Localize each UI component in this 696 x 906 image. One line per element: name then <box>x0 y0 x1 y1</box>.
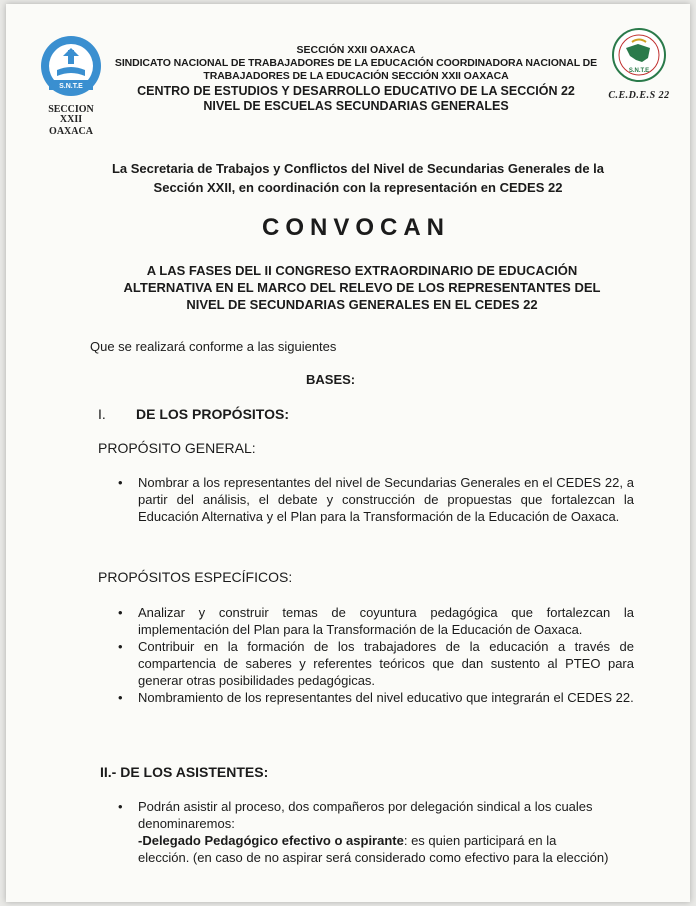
header-line-3: CENTRO DE ESTUDIOS Y DESARROLLO EDUCATIVO DE LA SECCIÓN 22 <box>137 84 575 98</box>
section-2-heading: II.- DE LOS ASISTENTES: <box>100 764 269 780</box>
specific-purposes-label: PROPÓSITOS ESPECÍFICOS: <box>98 569 293 585</box>
bullet-icon: • <box>118 605 123 620</box>
specific-purposes-list <box>118 604 634 706</box>
subtitle-line-1: A LAS FASES DEL II CONGRESO EXTRAORDINARIO DE EDUCACIÓN <box>146 263 578 278</box>
section-1-number: I. <box>98 406 106 422</box>
general-purpose-label: PROPÓSITO GENERAL: <box>98 440 256 456</box>
general-purpose-list <box>118 474 634 525</box>
logo-left-text: S.N.T.E <box>59 83 83 90</box>
list-item <box>118 798 610 866</box>
header-line-1: SECCIÓN XXII OAXACA <box>296 44 416 56</box>
document-page <box>6 4 690 902</box>
intro-paragraph <box>88 159 628 197</box>
intro-line-1: La Secretaria de Trabajos y Conflictos del Nivel de Secundarias Generales de la <box>111 161 605 176</box>
specific-item-3: Nombramiento de los representantes del nivel educativo que integrarán el CEDES 22. <box>138 690 634 705</box>
header-line-4: NIVEL DE ESCUELAS SECUNDARIAS GENERALES <box>203 99 509 113</box>
section-1-heading <box>98 406 289 422</box>
header-line-2: SINDICATO NACIONAL DE TRABAJADORES DE LA EDUCACIÓN COORDINADORA NACIONAL DE <box>114 57 598 69</box>
document-subtitle <box>102 262 622 313</box>
subtitle-line-2: ALTERNATIVA EN EL MARCO DEL RELEVO DE LOS REPRESENTANTES DEL <box>123 280 601 295</box>
letterhead <box>106 44 606 114</box>
attendees-text: Podrán asistir al proceso, dos compañeros por delegación sindical a los cuales denominaremos: <box>138 799 593 831</box>
subtitle-line-3: NIVEL DE SECUNDARIAS GENERALES EN EL CEDES 22 <box>186 297 538 312</box>
cedes-emblem-icon <box>608 28 670 84</box>
snte-logo <box>36 34 106 137</box>
attendees-role: -Delegado Pedagógico efectivo o aspirante <box>138 833 404 848</box>
bullet-icon: • <box>118 639 123 654</box>
general-item-1: Nombrar a los representantes del nivel de Secundarias Generales en el CEDES 22, a partir del análisis, el debate y construcción de propuestas que fortalezcan la Educación Alternativa y el Plan para la Transformación de la Educación de Oaxaca. <box>138 475 634 524</box>
list-item <box>118 474 634 525</box>
lead-text: Que se realizará conforme a las siguientes <box>90 339 337 354</box>
intro-line-2: Sección XXII, en coordinación con la representación en CEDES 22 <box>153 180 563 195</box>
list-item <box>118 604 634 638</box>
bullet-icon: • <box>118 799 123 814</box>
attendees-list <box>118 798 610 866</box>
header-line-2b: TRABAJADORES DE LA EDUCACIÓN SECCIÓN XXII OAXACA <box>203 70 509 82</box>
logo-right-text: S.N.T.E <box>628 68 650 74</box>
document-title: CONVOCAN <box>261 214 450 241</box>
specific-item-1: Analizar y construir temas de coyuntura pedagógica que fortalezcan la implementación del Plan para la Transformación de la Educación de Oaxaca. <box>138 605 634 637</box>
attendees-role-description: : es quien participará en la elección. (en caso de no aspirar será considerado como efectivo para la elección) <box>138 833 609 865</box>
bases-label: BASES: <box>306 372 356 387</box>
bullet-icon: • <box>118 475 123 490</box>
list-item <box>118 689 634 706</box>
bullet-icon: • <box>118 690 123 705</box>
logo-right-caption: C.E.D.E.S 22 <box>608 90 670 101</box>
snte-emblem-icon <box>39 34 103 98</box>
section-1-title: DE LOS PROPÓSITOS: <box>136 406 289 422</box>
logo-left-caption-1: SECCION XXII <box>48 104 94 125</box>
specific-item-2: Contribuir en la formación de los trabajadores de la educación a través de compartencia de saberes y referentes teóricos que dan sustento al PTEO para generar otras posibilidades pedagógicas. <box>138 639 634 688</box>
cedes-logo <box>604 28 674 101</box>
list-item <box>118 638 634 689</box>
logo-left-caption-2: OAXACA <box>49 126 93 137</box>
